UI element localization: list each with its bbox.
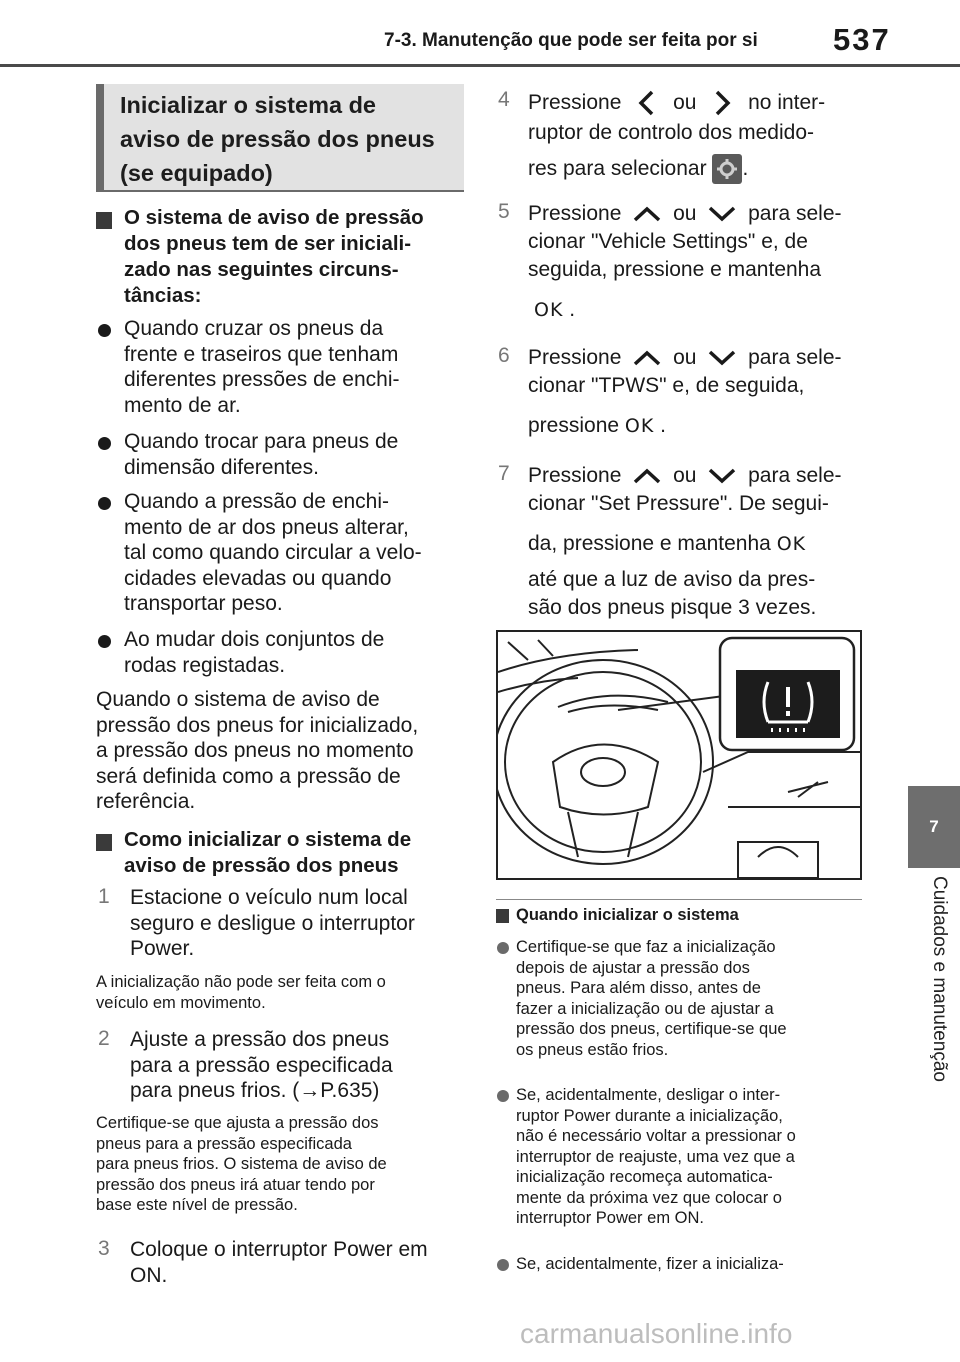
square-bullet-icon — [96, 212, 112, 229]
step-number: 1 — [98, 885, 110, 908]
text-line: cionar "TPWS" e, de seguida, — [528, 374, 805, 397]
bullet-dot-icon — [497, 942, 509, 954]
text-run: . — [660, 414, 667, 437]
chevron-right-icon — [702, 90, 742, 116]
text-line: dos pneus tem de ser iniciali- — [124, 232, 412, 255]
subheading-how-to-initialize — [124, 827, 464, 879]
text-line — [528, 88, 868, 118]
text-line: Quando trocar para pneus de — [124, 430, 399, 453]
text-line: rodas registadas. — [124, 653, 286, 677]
chapter-number: 7 — [929, 817, 939, 836]
text-line: Ao mudar dois conjuntos de — [124, 628, 385, 651]
text-line: O sistema de aviso de pressão — [124, 206, 424, 229]
text-run: no inter- — [748, 91, 826, 114]
text-line: pneus para a pressão especificada — [96, 1134, 352, 1153]
text-run: ou — [673, 464, 697, 487]
header-rule — [0, 64, 960, 67]
info-heading: Quando inicializar o sistema — [516, 906, 739, 924]
step-text — [130, 1237, 466, 1288]
chevron-up-icon — [627, 465, 667, 487]
text-line: ruptor Power durante a inicialização, — [516, 1106, 783, 1125]
text-line: Certifique-se que faz a inicialização — [516, 938, 776, 956]
step-text — [528, 344, 868, 440]
text-run: ou — [673, 91, 697, 114]
text-run: Pressione — [528, 202, 622, 225]
bullet-dot-icon — [497, 1090, 509, 1102]
text-line: dimensão diferentes. — [124, 455, 319, 479]
bullet-dot-icon — [98, 635, 111, 648]
text-line: aviso de pressão dos pneus — [124, 854, 399, 877]
step-note — [96, 1113, 468, 1216]
bullet-item — [124, 316, 464, 418]
text-line: zado nas seguintes circuns- — [124, 258, 399, 281]
section-heading-box — [96, 84, 464, 192]
text-line — [528, 462, 868, 490]
bullet-item — [124, 627, 464, 678]
text-line: pressão dos pneus, certifique-se que — [516, 1020, 787, 1038]
text-run: ou — [673, 202, 697, 225]
text-line — [528, 344, 868, 372]
watermark-text: carmanualsonline.info — [520, 1318, 793, 1349]
bullet-dot-icon — [497, 1259, 509, 1271]
chevron-up-icon — [627, 347, 667, 369]
text-run: pressione — [528, 414, 620, 437]
text-line: os pneus estão frios. — [516, 1040, 669, 1059]
text-line: ON. — [130, 1263, 168, 1287]
text-run: . — [569, 298, 576, 321]
text-line: mento de ar dos pneus alterar, — [124, 515, 409, 539]
text-line: A inicialização não pode ser feita com o — [96, 973, 386, 991]
bullet-item — [124, 489, 469, 617]
text-line: para a pressão especificada — [130, 1053, 393, 1077]
text-line: não é necessário voltar a pressionar o — [516, 1127, 796, 1145]
text-line: base este nível de pressão. — [96, 1196, 298, 1214]
step-number: 4 — [498, 88, 510, 111]
chevron-down-icon — [702, 347, 742, 369]
step-text — [528, 462, 868, 622]
ok-button-glyph: OK — [534, 299, 564, 321]
ok-button-glyph: OK — [624, 415, 655, 437]
text-line: Power. — [130, 937, 195, 960]
text-line: veículo em movimento. — [96, 993, 266, 1012]
ok-button-glyph: OK — [776, 533, 807, 555]
bullet-dot-icon — [98, 324, 111, 337]
step-text — [130, 885, 466, 962]
step-note — [96, 972, 468, 1013]
chevron-down-icon — [702, 465, 742, 487]
text-line: depois de ajustar a pressão dos — [516, 958, 750, 977]
text-line: Se, acidentalmente, desligar o inter- — [516, 1086, 781, 1104]
step-text — [528, 88, 868, 184]
text-line: Quando cruzar os pneus da — [124, 317, 384, 340]
steering-wheel-drawing — [498, 632, 860, 878]
text-line: Se, acidentalmente, fizer a inicializa- — [516, 1255, 784, 1273]
chevron-up-icon — [627, 203, 667, 225]
info-item — [516, 937, 866, 1060]
text-line: tâncias: — [124, 284, 202, 307]
text-line: Certifique-se que ajusta a pressão dos — [96, 1114, 379, 1132]
text-line: interruptor de reajuste, uma vez que a — [516, 1147, 795, 1166]
bullet-dot-icon — [98, 497, 111, 510]
square-bullet-icon — [96, 834, 112, 851]
chapter-tab[interactable] — [908, 786, 960, 868]
text-run: para sele- — [748, 464, 842, 487]
heading-line: (se equipado) — [120, 160, 273, 186]
text-line: referência. — [96, 790, 196, 813]
text-line: para pneus frios. O sistema de aviso de — [96, 1155, 387, 1173]
info-item — [516, 1254, 866, 1275]
heading-line: Inicializar o sistema de — [120, 92, 376, 118]
text-line: fazer a inicialização ou de ajustar a — [516, 999, 774, 1018]
bullet-dot-icon — [98, 437, 111, 450]
text-line: a pressão dos pneus no momento — [96, 739, 414, 762]
text-line: seguida, pressione e mantenha — [528, 258, 822, 281]
text-line: Como inicializar o sistema de — [124, 828, 412, 851]
step-text — [130, 1027, 466, 1104]
step-number: 7 — [498, 462, 510, 485]
paragraph — [96, 687, 468, 815]
text-line: diferentes pressões de enchi- — [124, 368, 400, 391]
text-line: pressão dos pneus irá atuar tendo por — [96, 1175, 375, 1194]
text-line: seguro e desligue o interruptor — [130, 911, 415, 935]
page-reference-link[interactable]: para pneus frios. (→P.635) — [130, 1079, 380, 1102]
text-line: Coloque o interruptor Power em — [130, 1238, 428, 1261]
bullet-item — [124, 429, 464, 480]
text-run: res para selecionar — [528, 157, 707, 180]
text-run: Pressione — [528, 346, 622, 369]
text-run: da, pressione e mantenha — [528, 532, 771, 555]
text-line: mento de ar. — [124, 393, 241, 417]
text-line: tal como quando circular a velo- — [124, 541, 422, 564]
info-item — [516, 1085, 866, 1229]
step-number: 2 — [98, 1027, 110, 1050]
text-run: . — [742, 157, 749, 180]
square-bullet-icon — [496, 909, 509, 923]
chevron-down-icon — [702, 203, 742, 225]
text-line: até que a luz de aviso da pres- — [528, 568, 816, 591]
text-line: são dos pneus pisque 3 vezes. — [528, 596, 817, 619]
section-title: 7-3. Manutenção que pode ser feita por si — [384, 30, 758, 51]
text-line: cionar "Set Pressure". De segui- — [528, 492, 829, 515]
chevron-left-icon — [627, 90, 667, 116]
text-line: mente da próxima vez que colocar o — [516, 1188, 782, 1207]
text-line: interruptor Power em ON. — [516, 1209, 704, 1227]
text-line: Ajuste a pressão dos pneus — [130, 1028, 390, 1051]
text-line: Quando a pressão de enchi- — [124, 490, 390, 513]
text-line: transportar peso. — [124, 592, 283, 615]
text-run: Pressione — [528, 91, 622, 114]
settings-gear-icon — [712, 154, 742, 184]
page-number: 537 — [833, 22, 891, 57]
text-line: será definida como a pressão de — [96, 764, 401, 788]
text-run: ou — [673, 346, 697, 369]
text-line: inicialização recomeça automatica- — [516, 1168, 773, 1186]
section-divider — [496, 899, 862, 900]
text-line — [528, 154, 868, 184]
text-line: Estacione o veículo num local — [130, 886, 408, 909]
text-line: cionar "Vehicle Settings" e, de — [528, 230, 808, 253]
text-line: pneus. Para além disso, antes de — [516, 979, 761, 997]
text-run: para sele- — [748, 202, 842, 225]
dashboard-illustration — [496, 630, 862, 880]
text-run: para sele- — [748, 346, 842, 369]
text-line: ruptor de controlo dos medido- — [528, 121, 814, 144]
chapter-label: Cuidados e manutenção — [929, 876, 950, 1082]
step-text — [528, 200, 868, 324]
text-line — [528, 200, 868, 228]
step-number: 3 — [98, 1237, 110, 1260]
subheading-initialize-when — [124, 205, 464, 309]
text-line: cidades elevadas ou quando — [124, 566, 392, 590]
step-number: 5 — [498, 200, 510, 223]
text-line — [528, 530, 868, 558]
section-heading — [120, 88, 460, 190]
text-run: Pressione — [528, 464, 622, 487]
text-line — [528, 296, 868, 324]
step-number: 6 — [498, 344, 510, 367]
text-line: pressão dos pneus for inicializado, — [96, 713, 419, 737]
text-line: Quando o sistema de aviso de — [96, 688, 380, 711]
text-line: frente e traseiros que tenham — [124, 342, 399, 366]
text-line — [528, 412, 868, 440]
heading-line: aviso de pressão dos pneus — [120, 126, 435, 152]
